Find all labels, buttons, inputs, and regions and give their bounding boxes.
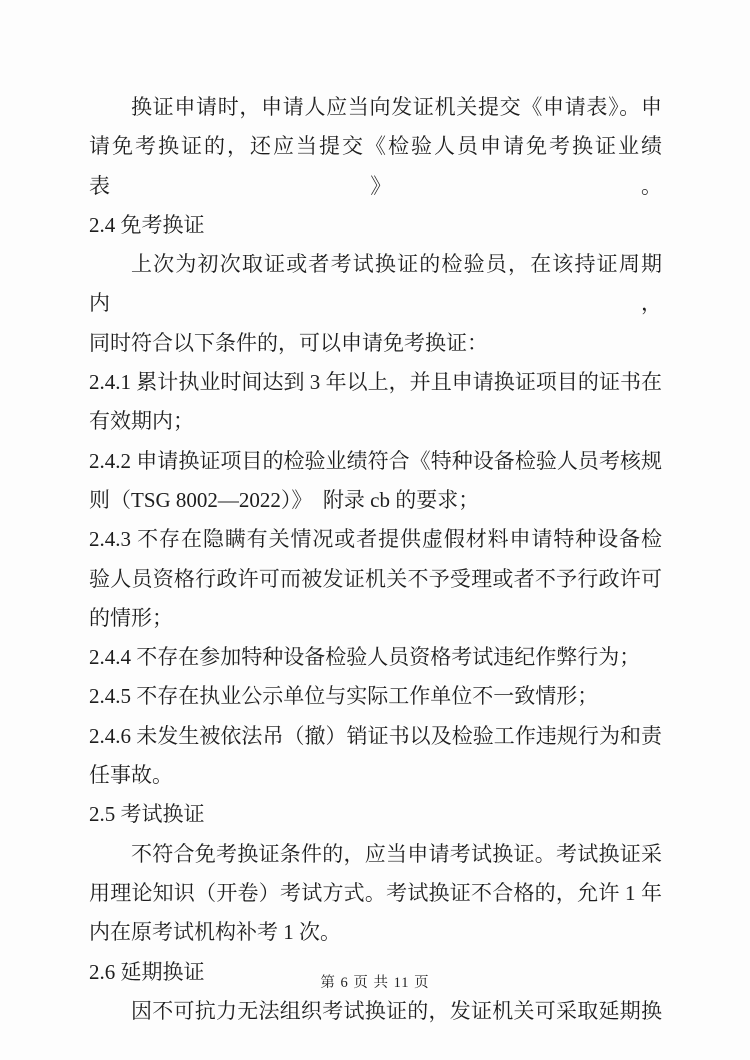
paragraph-line: 用理论知识（开卷）考试方式。考试换证不合格的，允许 1 年 xyxy=(89,880,662,905)
page-number-footer: 第 6 页 共 11 页 xyxy=(320,975,430,991)
paragraph-line: 验人员资格行政许可而被发证机关不予受理或者不予行政许可 xyxy=(89,566,662,591)
section-heading-2-6: 2.6 延期换证 xyxy=(89,959,205,984)
section-heading-2-4: 2.4 免考换证 xyxy=(89,212,205,237)
paragraph-line: 不符合免考换证条件的，应当申请考试换证。考试换证采 xyxy=(131,841,662,866)
clause-line-2-4-5: 2.4.5 不存在执业公示单位与实际工作单位不一致情形； xyxy=(89,684,599,709)
page-content xyxy=(89,88,662,1031)
paragraph-line: 换证申请时，申请人应当向发证机关提交《申请表》。申 xyxy=(131,95,662,119)
clause-line-2-4-6: 2.4.6 未发生被依法吊（撤）销证书以及检验工作违规行为和责 xyxy=(89,723,662,748)
clause-line-2-4-3: 2.4.3 不存在隐瞒有关情况或者提供虚假材料申请特种设备检 xyxy=(89,527,662,552)
clause-line-2-4-4: 2.4.4 不存在参加特种设备检验人员资格考试违纪作弊行为； xyxy=(89,645,641,670)
paragraph-line: 则（TSG 8002—2022）》 附录 cb 的要求； xyxy=(89,487,480,512)
clause-line-2-4-1: 2.4.1 累计执业时间达到 3 年以上，并且申请换证项目的证书在 xyxy=(89,370,662,395)
paragraph-line: 的情形； xyxy=(89,605,173,630)
paragraph-line: 内在原考试机构补考 1 次。 xyxy=(89,920,341,945)
paragraph-line: 任事故。 xyxy=(89,763,173,788)
paragraph-line: 同时符合以下条件的，可以申请免考换证： xyxy=(89,330,488,355)
paragraph-line: 请免考换证的，还应当提交《检验人员申请免考换证业绩表》。 xyxy=(89,134,662,198)
section-heading-2-5: 2.5 考试换证 xyxy=(89,802,205,827)
paragraph-line: 因不可抗力无法组织考试换证的，发证机关可采取延期换 xyxy=(131,998,662,1023)
clause-line-2-4-2: 2.4.2 申请换证项目的检验业绩符合《特种设备检验人员考核规 xyxy=(89,448,662,473)
paragraph-line: 有效期内； xyxy=(89,409,194,434)
paragraph-line: 上次为初次取证或者考试换证的检验员，在该持证周期内， xyxy=(89,252,662,316)
